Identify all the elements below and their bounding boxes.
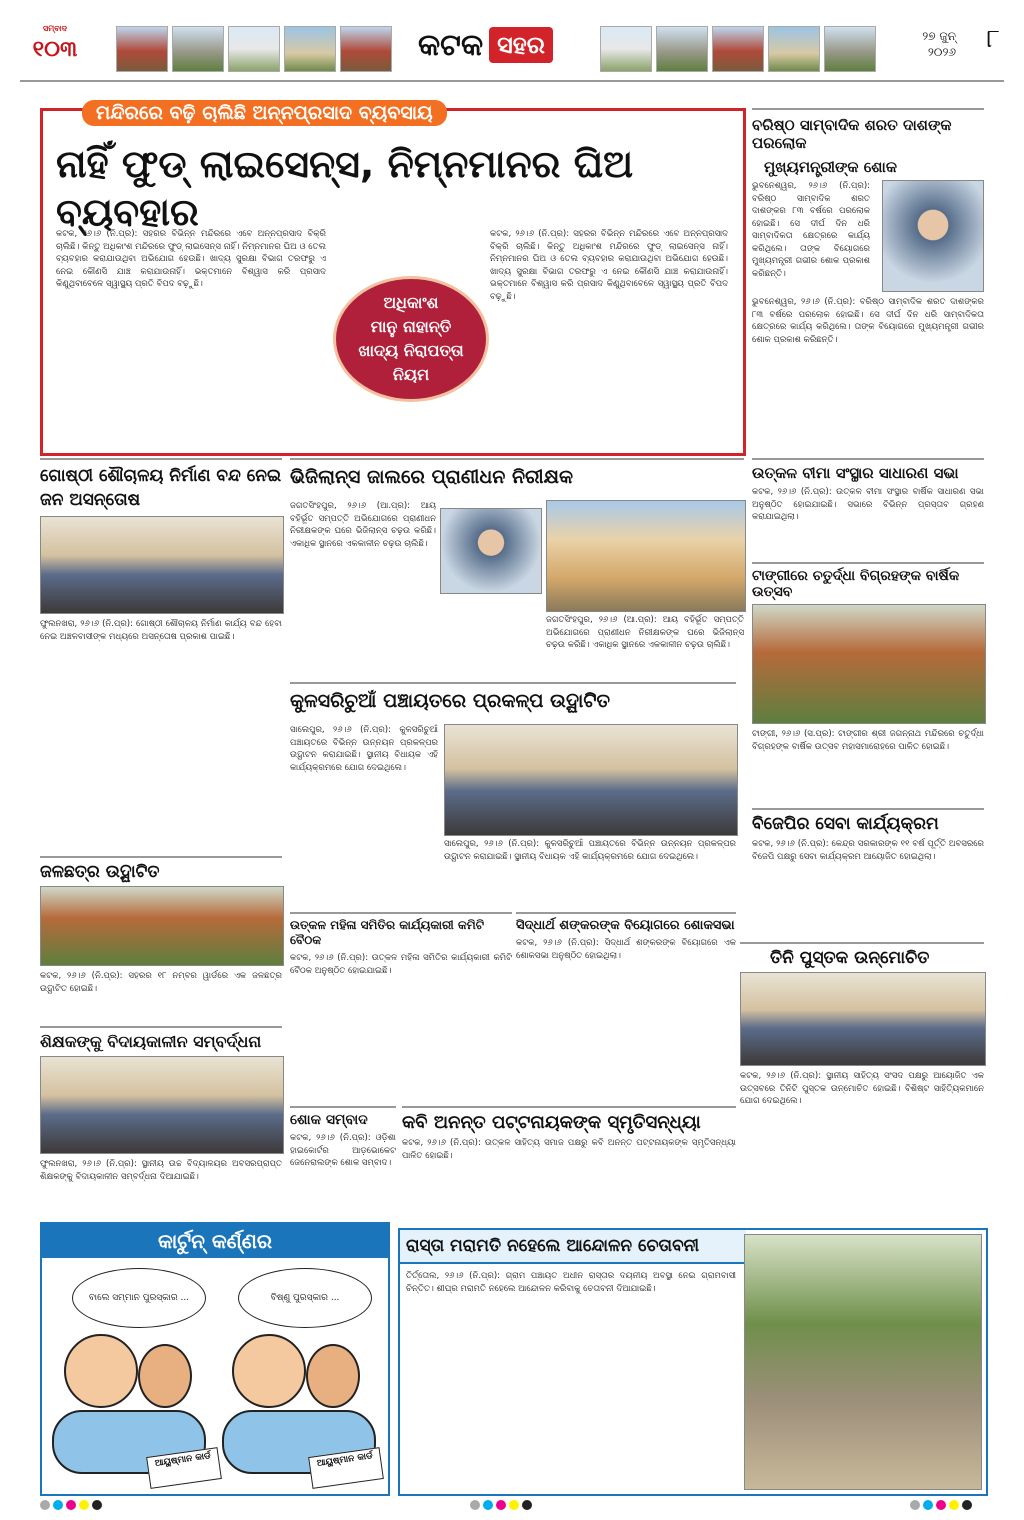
women-committee-headline[interactable]: ଉତ୍କଳ ମହିଳା ସମିତିର କାର୍ଯ୍ୟକାରୀ କମିଟି ବୈଠକ xyxy=(290,918,485,947)
vigilance-body: ଜଗତସିଂହପୁର, ୨୬।୬ (ଆ.ପ୍ର): ଆୟ ବହିର୍ଭୂତ ସମ୍ପତ୍ତି ଅଭିଯୋଗରେ ପ୍ରାଣୀଧନ ନିରୀକ୍ଷକଙ୍କ ଘରେ ଭିଜିଲାନ୍ସ ଚଢ଼ଉ କରିଛି। ଏକାଧିକ ସ୍ଥାନରେ ଏକକାଳୀନ ଚଢ଼ଉ ଚାଲିଛି। xyxy=(290,501,436,549)
landmark-photo xyxy=(340,26,392,72)
section-name xyxy=(412,24,553,66)
landmark-photo xyxy=(116,26,168,72)
registration-dot xyxy=(936,1500,946,1510)
registration-dot xyxy=(910,1500,920,1510)
condolence-meeting-body: କଟକ, ୨୬।୬ (ନି.ପ୍ର): ସିଦ୍ଧାର୍ଥ ଶଙ୍କରଙ୍କ ବିୟୋଗରେ ଏକ ଶୋକସଭା ଅନୁଷ୍ଠିତ ହୋଇଥିଲା। xyxy=(516,938,736,961)
landmark-photo xyxy=(172,26,224,72)
lead-callout xyxy=(333,276,489,402)
woman-character xyxy=(306,1344,360,1408)
cartoon-corner xyxy=(40,1222,390,1496)
color-registration-bar xyxy=(470,1500,532,1510)
toilet-protest-photo xyxy=(40,516,284,614)
landmark-photo xyxy=(824,26,876,72)
book-launch-story xyxy=(740,942,984,1214)
obituary-story xyxy=(752,108,984,456)
issue-date xyxy=(922,28,956,60)
book-launch-photo xyxy=(740,972,986,1066)
insurance-meeting-body: କଟକ, ୨୬।୬ (ନି.ପ୍ର): ଉତ୍କଳ ବୀମା ସଂସ୍ଥାର ବାର୍ଷିକ ସାଧାରଣ ସଭା ଅନୁଷ୍ଠିତ ହୋଇଯାଇଛି। ସଭାରେ ବିଭିନ୍ନ ପ୍ରସ୍ତାବ ଗ୍ରହଣ କରାଯାଇଥିଲା। xyxy=(752,487,984,522)
obituary-notice-headline[interactable]: ଶୋକ ସମ୍ବାଦ xyxy=(290,1112,368,1128)
callout-line: ମାନୁ ନାହାନ୍ତି xyxy=(370,317,452,336)
section-name-primary: କଟକ xyxy=(418,27,484,63)
masthead xyxy=(20,22,1004,74)
registration-dot xyxy=(53,1500,63,1510)
damaged-road-photo xyxy=(744,1234,982,1490)
teacher-farewell-headline[interactable]: ଶିକ୍ଷକଙ୍କୁ ବିଦାୟକାଳୀନ ସମ୍ବର୍ଦ୍ଧନା xyxy=(40,1032,262,1051)
registration-dot xyxy=(509,1500,519,1510)
lead-headline[interactable]: ନାହିଁ ଫୁଡ୍ ଲାଇସେନ୍ସ, ନିମ୍ନମାନର ଘିଅ ବ୍ୟବହାର xyxy=(56,142,634,234)
masthead-photo-strip-right xyxy=(600,26,876,70)
color-registration-bar xyxy=(910,1500,972,1510)
callout-line: ଅଧିକାଂଶ xyxy=(383,293,439,312)
vigilance-body-continued: ଜଗତସିଂହପୁର, ୨୬।୬ (ଆ.ପ୍ର): ଆୟ ବହିର୍ଭୂତ ସମ୍ପତ୍ତି ଅଭିଯୋଗରେ ପ୍ରାଣୀଧନ ନିରୀକ୍ଷକଙ୍କ ଘରେ ଭିଜିଲାନ୍ସ ଚଢ଼ଉ କରିଛି। ଏକାଧିକ ସ୍ଥାନରେ ଏକକାଳୀନ ଚଢ଼ଉ ଚାଲିଛି। xyxy=(546,615,744,650)
condolence-meeting-headline[interactable]: ସିଦ୍ଧାର୍ଥ ଶଙ୍କରଙ୍କ ବିୟୋଗରେ ଶୋକସଭା xyxy=(516,918,735,933)
landmark-photo xyxy=(656,26,708,72)
lead-kicker: ମନ୍ଦିରରେ ବଢ଼ି ଚାଲିଛି ଅନ୍ନପ୍ରସାଦ ବ୍ୟବସାୟ xyxy=(82,100,447,126)
registration-dot xyxy=(92,1500,102,1510)
obituary-notice-body: କଟକ, ୨୬।୬ (ନି.ପ୍ର): ଓଡ଼ିଶା ହାଇକୋର୍ଟର ଆଡ଼ଭୋକେଟ ଜେନେରାଲଙ୍କ ଶୋକ ସମ୍ବାଦ। xyxy=(290,1133,396,1168)
man-character xyxy=(232,1334,306,1408)
cartoon-title: କାର୍ଟୁନ୍ କର୍ଣ୍ଣର xyxy=(42,1224,388,1258)
speech-bubble: ବିଷ୍ଣୁ ପୁରସ୍କାର ... xyxy=(238,1268,372,1328)
registration-dot xyxy=(483,1500,493,1510)
toilet-protest-body: ଫୁଲନଖରା, ୨୬।୬ (ନି.ପ୍ର): ଗୋଷ୍ଠୀ ଶୌଚାଳୟ ନିର୍ମାଣ କାର୍ଯ୍ୟ ବନ୍ଦ ହେବା ନେଇ ଅଞ୍ଚଳବାସୀଙ୍କ ମଧ୍ୟରେ ଅସନ୍ତୋଷ ପ୍ରକାଶ ପାଇଛି। xyxy=(40,619,282,642)
panchayat-project-body-continued: ସାଲେପୁର, ୨୬।୬ (ନି.ପ୍ର): କୁଳସରିଚୁଆଁ ପଞ୍ଚାୟତରେ ବିଭିନ୍ନ ଉନ୍ନୟନ ପ୍ରକଳ୍ପର ଉଦ୍ଘାଟନ କରାଯାଇଛି। ସ୍ଥାନୀୟ ବିଧାୟକ ଏହି କାର୍ଯ୍ୟକ୍ରମରେ ଯୋଗ ଦେଇଥିଲେ। xyxy=(444,839,736,862)
speech-bubble: ବାଲେ ସମ୍ମାନ ପୁରସ୍କାର ... xyxy=(72,1268,206,1328)
bjp-seva-story xyxy=(752,808,984,940)
panchayat-project-body: ସାଲେପୁର, ୨୬।୬ (ନି.ପ୍ର): କୁଳସରିଚୁଆଁ ପଞ୍ଚାୟତରେ ବିଭିନ୍ନ ଉନ୍ନୟନ ପ୍ରକଳ୍ପର ଉଦ୍ଘାଟନ କରାଯାଇଛି। ସ୍ଥାନୀୟ ବିଧାୟକ ଏହି କାର୍ଯ୍ୟକ୍ରମରେ ଯୋଗ ଦେଇଥିଲେ। xyxy=(290,725,438,773)
festival-story xyxy=(752,562,984,806)
registration-dot xyxy=(66,1500,76,1510)
book-launch-body: କଟକ, ୨୬।୬ (ନି.ପ୍ର): ସ୍ଥାନୀୟ ସାହିତ୍ୟ ସଂସଦ ପକ୍ଷରୁ ଆୟୋଜିତ ଏକ ଉତ୍ସବରେ ତିନିଟି ପୁସ୍ତକ ଉନ୍ମୋଚିତ ହୋଇଛି। ବିଶିଷ୍ଟ ସାହିତ୍ୟିକମାନେ ଯୋଗ ଦେଇଥିଲେ। xyxy=(740,1071,984,1106)
issue-date-day: ୨୭ ଜୁନ୍ xyxy=(922,29,956,43)
bjp-seva-headline[interactable]: ବିଜେପିର ସେବା କାର୍ଯ୍ୟକ୍ରମ xyxy=(752,814,939,834)
festival-body: ଟାଙ୍ଗୀ, ୨୬।୬ (ସ.ପ୍ର): ଟାଙ୍ଗୀର ଶ୍ରୀ ଜଗନ୍ନାଥ ମନ୍ଦିରରେ ଚତୁର୍ଦ୍ଧା ବିଗ୍ରହଙ୍କ ବାର୍ଷିକ ଉତ୍ସବ ମହାସମାରୋହରେ ପାଳିତ ହୋଇଛି। xyxy=(752,729,984,752)
panchayat-project-headline[interactable]: କୁଳସରିଚୁଆଁ ପଞ୍ଚାୟତରେ ପ୍ରକଳ୍ପ ଉଦ୍ଘାଟିତ xyxy=(290,690,611,712)
landmark-photo xyxy=(712,26,764,72)
masthead-divider xyxy=(20,80,1004,82)
poet-memorial-body: କଟକ, ୨୬।୬ (ନି.ପ୍ର): ଉତ୍କଳ ସାହିତ୍ୟ ସମାଜ ପକ୍ଷରୁ କବି ଅନନ୍ତ ପଟ୍ଟନାୟକଙ୍କ ସ୍ମୃତିସନ୍ଧ୍ୟା ପାଳିତ ହୋଇଛି। xyxy=(402,1138,736,1161)
landmark-photo xyxy=(600,26,652,72)
water-kiosk-photo xyxy=(40,886,284,966)
festival-headline[interactable]: ଟାଙ୍ଗୀରେ ଚତୁର୍ଦ୍ଧା ବିଗ୍ରହଙ୍କ ବାର୍ଷିକ ଉତ୍ସବ xyxy=(752,568,960,600)
water-kiosk-body: କଟକ, ୨୬।୬ (ନି.ପ୍ର): ସହରର ୧୮ ନମ୍ବର ୱାର୍ଡରେ ଏକ ଜଳଛତ୍ର ଉଦ୍ଘାଟିତ ହୋଇଛି। xyxy=(40,971,282,994)
registration-dot xyxy=(962,1500,972,1510)
logo-small-text: ସମ୍ବାଦ xyxy=(43,24,67,33)
obituary-body: ଭୁବନେଶ୍ୱର, ୨୬।୬ (ନି.ପ୍ର): ବରିଷ୍ଠ ସାମ୍ବାଦିକ ଶରତ ଦାଶଙ୍କର ୮୩ ବର୍ଷରେ ପରଲୋକ ହୋଇଛି। ସେ ଦୀର୍ଘ ଦିନ ଧରି ସାମ୍ବାଦିକତା କ୍ଷେତ୍ରରେ କାର୍ଯ୍ୟ କରିଥିଲେ। ତାଙ୍କ ବିୟୋଗରେ ମୁଖ୍ୟମନ୍ତ୍ରୀ ଗଭୀର ଶୋକ ପ୍ରକାଶ କରିଛନ୍ତି। xyxy=(752,181,870,279)
teacher-farewell-body: ଫୁଲନଖରା, ୨୬।୬ (ନି.ପ୍ର): ସ୍ଥାନୀୟ ଉଚ୍ଚ ବିଦ୍ୟାଳୟର ଅବସରପ୍ରାପ୍ତ ଶିକ୍ଷକଙ୍କୁ ବିଦାୟକାଳୀନ ସମ୍ବର୍ଦ୍ଧନା ଦିଆଯାଇଛି। xyxy=(40,1159,282,1182)
insurance-meeting-headline[interactable]: ଉତ୍କଳ ବୀମା ସଂସ୍ଥାର ସାଧାରଣ ସଭା xyxy=(752,464,959,482)
masthead-photo-strip-left xyxy=(116,26,392,70)
landmark-photo xyxy=(284,26,336,72)
water-kiosk-headline[interactable]: ଜଳଛତ୍ର ଉଦ୍ଘାଟିତ xyxy=(40,862,160,882)
water-kiosk-story xyxy=(40,856,282,1024)
toilet-protest-story xyxy=(40,458,282,854)
obituary-body-continued: ଭୁବନେଶ୍ୱର, ୨୬।୬ (ନି.ପ୍ର): ବରିଷ୍ଠ ସାମ୍ବାଦିକ ଶରତ ଦାଶଙ୍କର ୮୩ ବର୍ଷରେ ପରଲୋକ ହୋଇଛି। ସେ ଦୀର୍ଘ ଦିନ ଧରି ସାମ୍ବାଦିକତା କ୍ଷେତ୍ରରେ କାର୍ଯ୍ୟ କରିଥିଲେ। ତାଙ୍କ ବିୟୋଗରେ ମୁଖ୍ୟମନ୍ତ୍ରୀ ଗଭୀର ଶୋକ ପ୍ରକାଶ କରିଛନ୍ତି। xyxy=(752,297,984,345)
poet-memorial-headline[interactable]: କବି ଅନନ୍ତ ପଟ୍ଟନାୟକଙ୍କ ସ୍ମୃତିସନ୍ଧ୍ୟା xyxy=(402,1112,701,1133)
obituary-notice-story xyxy=(290,1106,396,1218)
teacher-farewell-story xyxy=(40,1026,282,1214)
road-repair-headline[interactable]: ରାସ୍ତା ମରାମତି ନହେଲେ ଆନ୍ଦୋଳନ ଚେତାବନୀ xyxy=(400,1230,746,1264)
registration-dot xyxy=(470,1500,480,1510)
women-committee-body: କଟକ, ୨୬।୬ (ନି.ପ୍ର): ଉତ୍କଳ ମହିଳା ସମିତିର କାର୍ଯ୍ୟକାରୀ କମିଟି ବୈଠକ ଅନୁଷ୍ଠିତ ହୋଇଯାଇଛି। xyxy=(290,953,512,976)
registration-dot xyxy=(522,1500,532,1510)
card-sign: ଆୟୁଷ୍ମାନ କାର୍ଡ xyxy=(308,1447,384,1489)
road-repair-body: ତିର୍ତ୍ତୋଲ, ୨୬।୬ (ନି.ପ୍ର): ଗ୍ରାମ ପଞ୍ଚାୟତ ଅଧୀନ ରାସ୍ତାର ଦୟନୀୟ ଅବସ୍ଥା ନେଇ ଗ୍ରାମବାସୀ ଚିନ୍ତିତ। ଶୀଘ୍ର ମରାମତି ନହେଲେ ଆନ୍ଦୋଳନ କରିବାକୁ ଚେତାବନୀ ଦିଆଯାଇଛି। xyxy=(406,1271,736,1294)
callout-line: ଖାଦ୍ୟ ନିରାପତ୍ତା xyxy=(358,341,464,360)
color-registration-bar xyxy=(40,1500,102,1510)
teacher-farewell-photo xyxy=(40,1056,284,1154)
man-character xyxy=(64,1334,138,1408)
road-repair-story xyxy=(398,1228,988,1496)
registration-dot xyxy=(496,1500,506,1510)
festival-photo xyxy=(752,604,986,724)
landmark-photo xyxy=(228,26,280,72)
obituary-headline[interactable]: ବରିଷ୍ଠ ସାମ୍ବାଦିକ ଶରତ ଦାଶଙ୍କ ପରଲୋକ xyxy=(752,116,952,152)
book-launch-headline[interactable]: ତିନି ପୁସ୍ତକ ଉନ୍ମୋଚିତ xyxy=(770,948,930,968)
registration-dot xyxy=(79,1500,89,1510)
page-number: ୮ xyxy=(986,24,1000,54)
obituary-subhead: ମୁଖ୍ୟମନ୍ତ୍ରୀଙ୍କ ଶୋକ xyxy=(764,158,897,176)
issue-date-year: ୨୦୨୬ xyxy=(927,45,956,59)
landmark-photo xyxy=(768,26,820,72)
journalist-portrait-photo xyxy=(882,180,984,292)
registration-dot xyxy=(923,1500,933,1510)
condolence-meeting-story xyxy=(516,912,736,1104)
vigilance-story xyxy=(290,458,744,680)
woman-character xyxy=(138,1344,192,1408)
registration-dot xyxy=(40,1500,50,1510)
inspector-house-photo xyxy=(546,500,746,612)
registration-dot xyxy=(949,1500,959,1510)
panchayat-project-story xyxy=(290,682,736,910)
toilet-protest-headline[interactable]: ଗୋଷ୍ଠୀ ଶୌଚାଳୟ ନିର୍ମାଣ ବନ୍ଦ ନେଇ ଜନ ଅସନ୍ତୋଷ xyxy=(40,466,282,510)
bjp-seva-body: କଟକ, ୨୬।୬ (ନି.ପ୍ର): କେନ୍ଦ୍ର ସରକାରଙ୍କ ୧୧ ବର୍ଷ ପୂର୍ତ୍ତି ଅବସରରେ ବିଜେପି ପକ୍ଷରୁ ସେବା କାର୍ଯ୍ୟକ୍ରମ ଆୟୋଜିତ ହୋଇଥିଲା। xyxy=(752,839,984,862)
lead-body-col-2: କଟକ, ୨୬।୬ (ନି.ପ୍ର): ସହରର ବିଭିନ୍ନ ମନ୍ଦିରରେ ଏବେ ଅନ୍ନପ୍ରସାଦ ବିକ୍ରି ଚାଲିଛି। କିନ୍ତୁ ଅଧିକାଂଶ ମନ୍ଦିରରେ ଫୁଡ୍ ଲାଇସେନ୍ସ ନାହିଁ। ନିମ୍ନମାନର ଘିଅ ଓ ତେଲ ବ୍ୟବହାର କରାଯାଉଥିବା ଅଭିଯୋଗ ହେଉଛି। ଖାଦ୍ୟ ସୁରକ୍ଷା ବିଭାଗ ତରଫରୁ ଏ ନେଇ କୌଣସି ଯାଞ୍ଚ କରାଯାଉନାହିଁ। ଭକ୍ତମାନେ ବିଶ୍ୱାସ କରି ପ୍ରସାଦ କିଣୁଥିବାବେଳେ ସ୍ୱାସ୍ଥ୍ୟ ପ୍ରତି ବିପଦ ବଢ଼ୁଛି। xyxy=(490,229,728,302)
lead-body-col-1: କଟକ, ୨୬।୬ (ନି.ପ୍ର): ସହରର ବିଭିନ୍ନ ମନ୍ଦିରରେ ଏବେ ଅନ୍ନପ୍ରସାଦ ବିକ୍ରି ଚାଲିଛି। କିନ୍ତୁ ଅଧିକାଂଶ ମନ୍ଦିରରେ ଫୁଡ୍ ଲାଇସେନ୍ସ ନାହିଁ। ନିମ୍ନମାନର ଘିଅ ଓ ତେଲ ବ୍ୟବହାର କରାଯାଉଥିବା ଅଭିଯୋଗ ହେଉଛି। ଖାଦ୍ୟ ସୁରକ୍ଷା ବିଭାଗ ତରଫରୁ ଏ ନେଇ କୌଣସି ଯାଞ୍ଚ କରାଯାଉନାହିଁ। ଭକ୍ତମାନେ ବିଶ୍ୱାସ କରି ପ୍ରସାଦ କିଣୁଥିବାବେଳେ ସ୍ୱାସ୍ଥ୍ୟ ପ୍ରତି ବିପଦ ବଢ଼ୁଛି। xyxy=(56,229,326,289)
newspaper-logo[interactable] xyxy=(20,22,90,74)
card-sign: ଆୟୁଷ୍ମାନ କାର୍ଡ xyxy=(146,1447,222,1489)
vigilance-headline[interactable]: ଭିଜିଲାନ୍ସ ଜାଲରେ ପ୍ରାଣୀଧନ ନିରୀକ୍ଷକ xyxy=(290,466,573,488)
panchayat-project-photo xyxy=(444,724,738,836)
logo-text: ୧୦୩ xyxy=(32,37,78,62)
poet-memorial-story xyxy=(402,1106,736,1218)
women-committee-story xyxy=(290,912,512,1104)
callout-line: ନିୟମ xyxy=(392,365,430,384)
section-name-secondary: ସହର xyxy=(489,27,553,63)
insurance-meeting-story xyxy=(752,458,984,560)
inspector-photo xyxy=(440,508,542,594)
